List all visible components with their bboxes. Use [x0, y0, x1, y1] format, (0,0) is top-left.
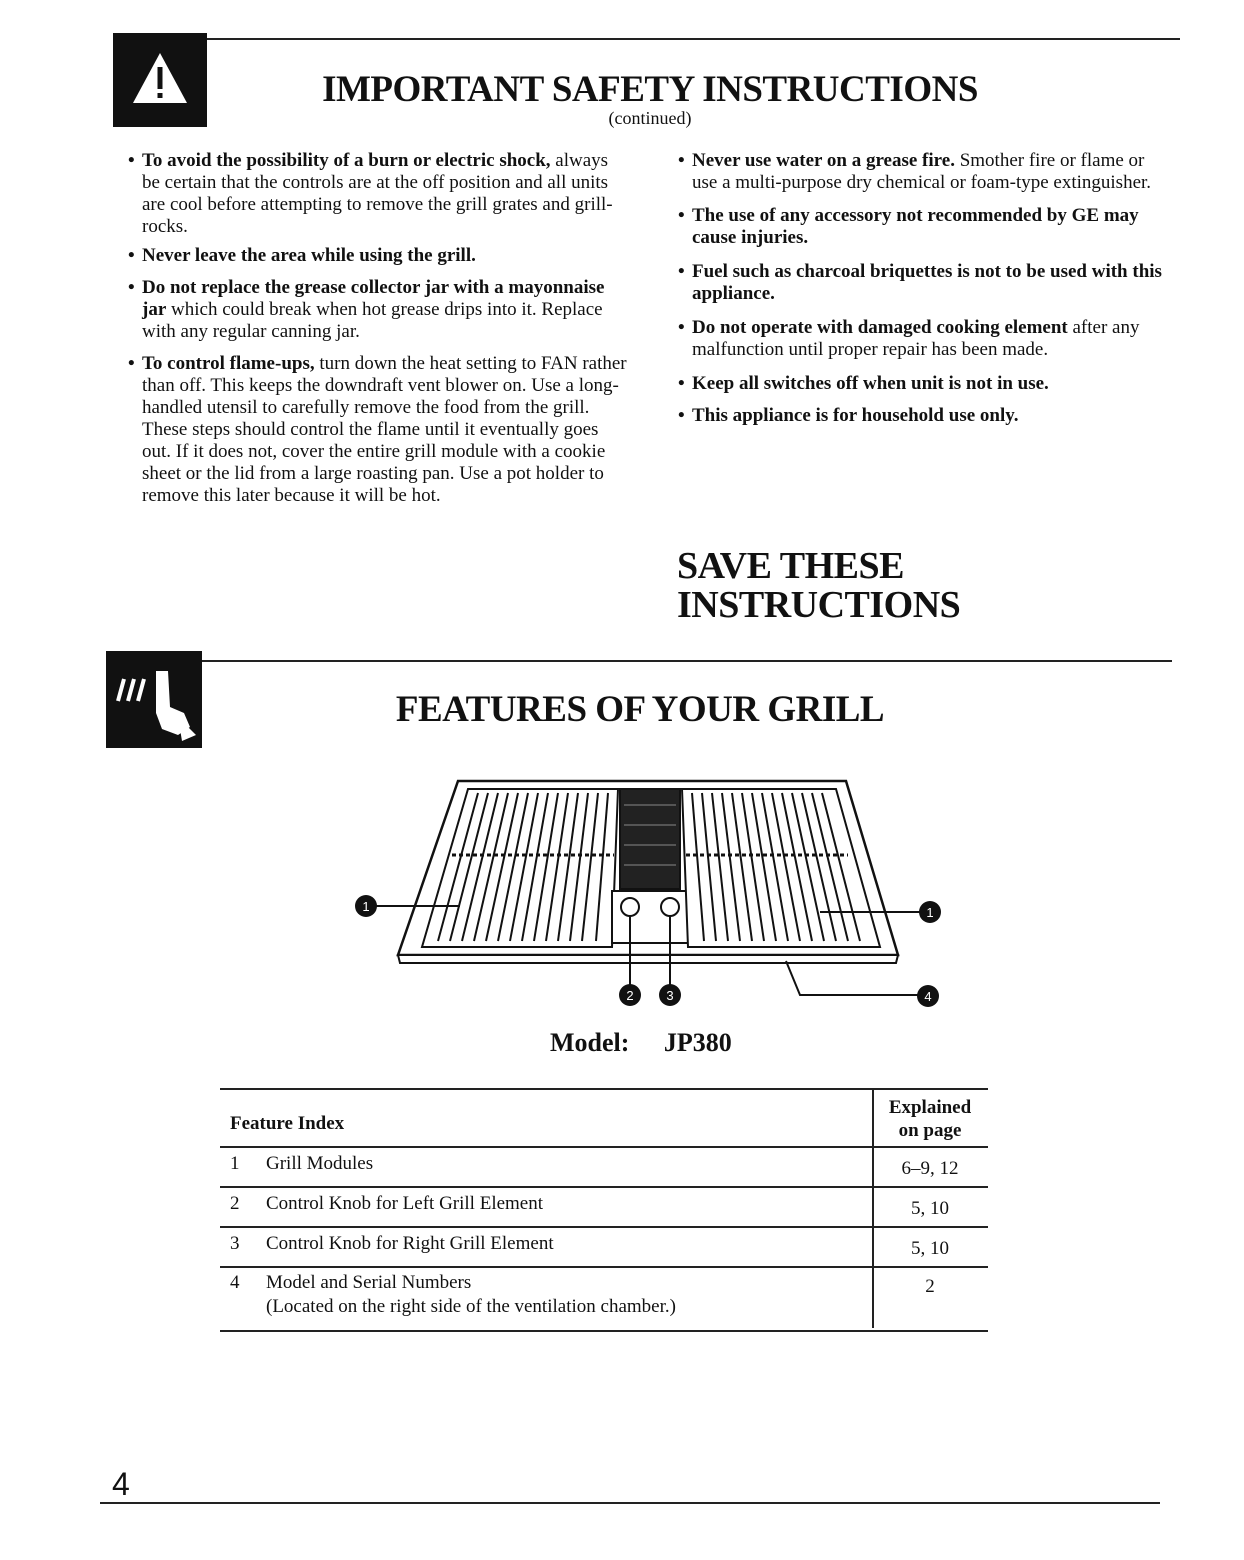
header-feature-index: Feature Index: [230, 1113, 345, 1134]
safety-item: • Never use water on a grease fire. Smother fire or flame or use a multi-purpose dry chemical or foam-type extinguisher.: [678, 150, 1168, 194]
safety-item: • Do not operate with damaged cooking element after any malfunction until proper repair has been made.: [678, 317, 1168, 361]
save-line-2: INSTRUCTIONS: [677, 584, 961, 626]
header-explained-on-page: Explained on page: [888, 1097, 972, 1141]
table-row: 1 Grill Modules 6–9, 12: [220, 1148, 988, 1188]
svg-text:1: 1: [362, 899, 370, 914]
features-title: FEATURES OF YOUR GRILL: [395, 689, 885, 730]
warning-triangle-icon: [113, 33, 207, 127]
safety-title: IMPORTANT SAFETY INSTRUCTIONS: [322, 69, 978, 110]
model-value: JP380: [663, 1028, 732, 1057]
table-row: 2 Control Knob for Left Grill Element 5, 10: [220, 1188, 988, 1228]
callout-marker: [619, 984, 641, 1006]
svg-text:2: 2: [626, 988, 634, 1003]
safety-item: • Fuel such as charcoal briquettes is not to be used with this appliance.: [678, 261, 1168, 305]
safety-item: • This appliance is for household use only.: [678, 405, 1168, 427]
svg-text:3: 3: [666, 988, 674, 1003]
save-instructions-heading: [677, 547, 1077, 625]
hand-pointer-icon: [106, 651, 202, 748]
top-rule: [207, 38, 1180, 40]
callout-marker: [917, 985, 939, 1007]
bottom-rule: [100, 1502, 1160, 1504]
safety-left-column: [128, 150, 628, 516]
svg-text:4: 4: [924, 989, 932, 1004]
model-label: Model:: [550, 1028, 630, 1057]
callout-marker: [355, 895, 377, 917]
safety-subtitle: (continued): [608, 108, 692, 128]
callout-marker: [919, 901, 941, 923]
safety-item: • Do not replace the grease collector jar with a mayonnaise jar which could break when hot grease drips into it. Replace with any regular canning jar.: [128, 277, 628, 343]
safety-item: • The use of any accessory not recommended by GE may cause injuries.: [678, 205, 1168, 249]
table-row: 3 Control Knob for Right Grill Element 5, 10: [220, 1228, 988, 1268]
page-number: 4: [112, 1466, 130, 1502]
grill-diagram-icon: [350, 775, 950, 1015]
safety-item: • To control flame-ups, turn down the heat setting to FAN rather than off. This keeps the downdraft vent blower on. Use a long-handled utensil to carefully remove the food from the grill. These steps should control the flame until it eventually goes out. If it does not, cover the entire grill module with a cookie sheet or the lid from a large roasting pan. Use a pot holder to remove this later because it will be hot.: [128, 353, 628, 507]
safety-item: • Keep all switches off when unit is not in use.: [678, 373, 1168, 395]
safety-item: • Never leave the area while using the grill.: [128, 245, 628, 267]
callout-marker: [659, 984, 681, 1006]
safety-right-column: [678, 150, 1168, 436]
table-row: 4 Model and Serial Numbers (Located on the right side of the ventilation chamber.) 2: [220, 1268, 988, 1332]
save-line-1: SAVE THESE: [677, 545, 905, 587]
features-rule: [202, 660, 1172, 662]
model-line: [550, 1028, 732, 1058]
svg-text:1: 1: [926, 905, 934, 920]
table-header: [220, 1088, 988, 1148]
feature-index-table: [220, 1088, 988, 1332]
safety-item: • To avoid the possibility of a burn or electric shock, always be certain that the controls are at the off position and all units are cool before attempting to remove the grill grates and grill-rocks.: [128, 150, 628, 238]
